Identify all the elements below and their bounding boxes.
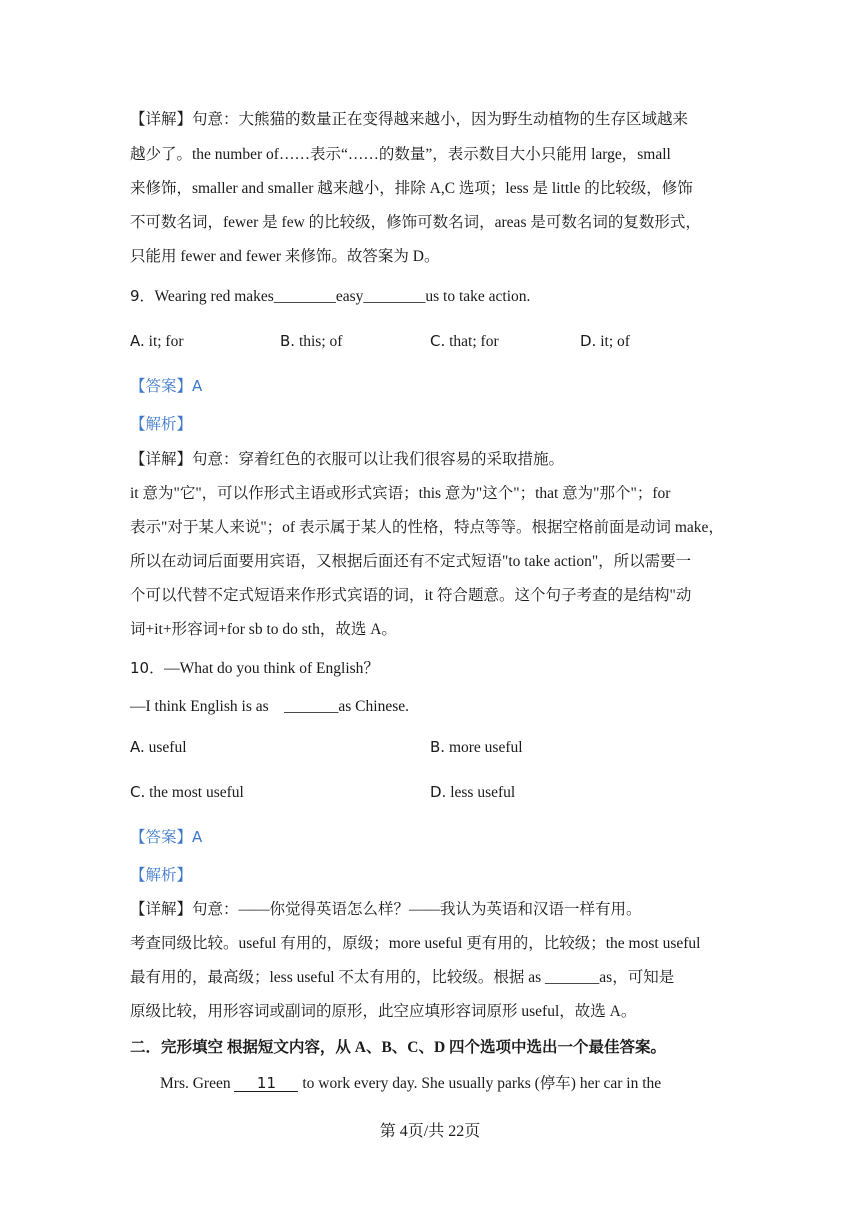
q9-number: 9． [130,287,155,305]
q10-answer [130,827,202,848]
q10-option-b-text: more useful [448,739,523,756]
q10-analysis-label: 【解析】 [130,867,193,884]
q10-explain-line-3: 最有用的，最高级；less useful 不太有用的，比较级。根据 as _______as，可知是 [130,969,675,986]
q9-option-c-text: that; for [449,333,499,350]
q10-option-a-text: useful [148,739,187,756]
q10-option-d-letter: D. [430,783,447,801]
q10-option-d-text: less useful [450,784,516,801]
section-2-paragraph [160,1074,661,1094]
q10-stem-line-2 [130,697,409,717]
q10-blank: _______ [284,698,339,715]
prev-explain-line-1: 【详解】句意：大熊猫的数量正在变得越来越小，因为野生动植物的生存区域越来 [130,111,689,128]
q10-answer-value: A [192,828,203,846]
prev-explain-line-2: 越少了。the number of……表示“……的数量”，表示数目大小只能用 large，small [130,146,671,163]
q9-option-d-text: it; of [600,333,630,350]
q9-answer [130,376,202,397]
q9-stem-part2: easy [335,288,364,305]
q9-stem-part1: Wearing red makes [154,288,274,305]
q9-option-c [430,331,499,352]
q10-explain-line-1: 【详解】句意：——你觉得英语怎么样？——我认为英语和汉语一样有用。 [130,901,642,918]
section-2-heading: 二．完形填空 根据短文内容，从 A、B、C、D 四个选项中选出一个最佳答案。 [130,1039,667,1056]
section-2-para-part1: Mrs. Green [160,1075,231,1092]
q9-explain-line-6: 词+it+形容词+for sb to do sth，故选 A。 [130,621,397,638]
q10-explain-line-2: 考查同级比较。useful 有用的，原级；more useful 更有用的，比较级；the most useful [130,935,701,952]
prev-explain-line-5: 只能用 fewer and fewer 来修饰。故答案为 D。 [130,248,440,265]
q9-option-a-letter: A. [130,332,145,350]
q9-option-b-letter: B. [280,332,296,350]
q10-option-c-letter: C. [130,783,146,801]
cloze-blank-11: 11 [234,1075,298,1092]
q10-option-b-letter: B. [430,738,446,756]
section-2-para-part2: to work every day. She usually parks (停车) her car in the [302,1075,662,1092]
q9-explain-line-5: 个可以代替不定式短语来作形式宾语的词，it 符合题意。这个句子考查的是结构"动 [130,587,692,604]
q9-option-a-text: it; for [148,333,184,350]
page-footer: 第 4页/共 22页 [379,1123,481,1140]
q10-stem-part2: as Chinese. [338,698,409,715]
q10-number: 10． [130,659,165,677]
q9-option-b-text: this; of [298,333,343,350]
q9-stem [130,286,530,307]
q10-option-a [130,737,187,758]
q10-option-b [430,737,523,758]
q9-stem-part3: us to take action. [425,288,531,305]
q10-option-c [130,782,244,803]
q10-stem-line-1 [130,658,379,679]
q9-answer-label: 【答案】 [130,378,193,395]
q9-option-a [130,331,184,352]
q9-explain-line-3: 表示"对于某人来说"；of 表示属于某人的性格，特点等等。根据空格前面是动词 make， [130,519,724,536]
q10-answer-label: 【答案】 [130,829,193,846]
prev-explain-line-3: 来修饰，smaller and smaller 越来越小，排除 A,C 选项；less 是 little 的比较级，修饰 [130,180,693,197]
q9-explain-line-1: 【详解】句意：穿着红色的衣服可以让我们很容易的采取措施。 [130,451,565,468]
q9-analysis-label: 【解析】 [130,416,193,433]
q9-answer-value: A [192,377,203,395]
q10-stem-question: —What do you think of English？ [164,660,379,677]
q9-explain-line-4: 所以在动词后面要用宾语，又根据后面还有不定式短语"to take action"，所以需要一 [130,553,692,570]
q10-option-a-letter: A. [130,738,145,756]
q9-option-d [580,331,630,352]
q9-blank-2: ________ [363,288,426,305]
q9-option-d-letter: D. [580,332,597,350]
q10-option-d [430,782,515,803]
q9-blank-1: ________ [273,288,336,305]
prev-explain-line-4: 不可数名词，fewer 是 few 的比较级，修饰可数名词，areas 是可数名词的复数形式， [130,214,701,231]
q10-explain-line-4: 原级比较，用形容词或副词的原形，此空应填形容词原形 useful，故选 A。 [130,1003,637,1020]
q10-stem-part1: —I think English is as [130,698,269,715]
q9-option-c-letter: C. [430,332,446,350]
q9-option-b [280,331,342,352]
q9-explain-line-2: it 意为"它"，可以作形式主语或形式宾语；this 意为"这个"；that 意为"那个"；for [130,485,671,502]
q10-option-c-text: the most useful [149,784,244,801]
